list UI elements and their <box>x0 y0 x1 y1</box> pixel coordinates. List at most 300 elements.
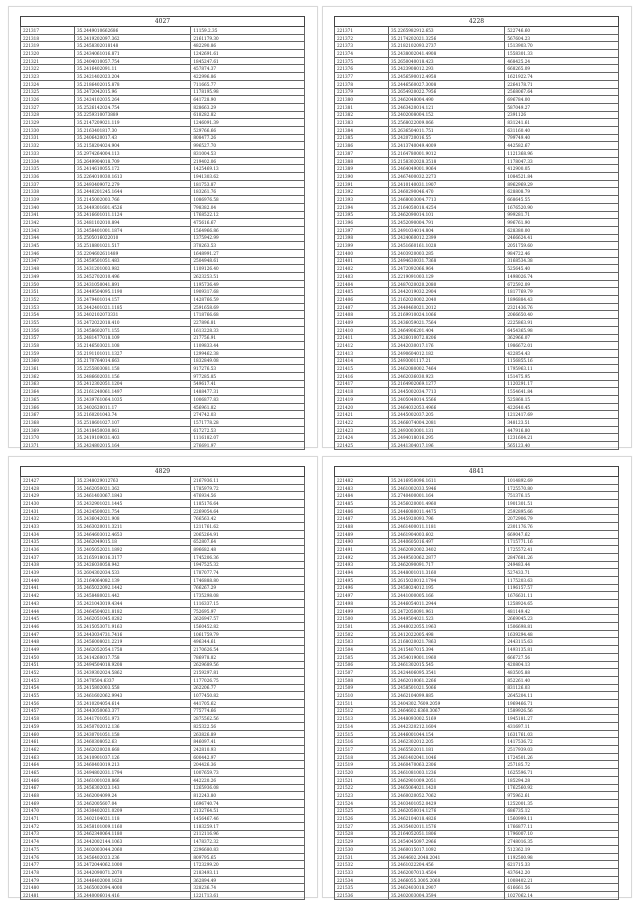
value-cell: 1192500.98 <box>505 853 619 861</box>
table-row <box>21 884 305 892</box>
row-id-cell: 221382 <box>335 111 389 119</box>
value-cell: 1027062.14 <box>505 892 619 900</box>
table-row <box>21 753 305 761</box>
value-cell: 1456467.46 <box>191 815 305 823</box>
coordinate-cell: 35.2265982912.653 <box>388 27 504 35</box>
coordinate-cell: 35.2472022018.410 <box>74 319 190 327</box>
value-cell: 2626947.57 <box>191 615 305 623</box>
table-row <box>335 792 619 800</box>
row-id-cell: 221522 <box>335 784 389 792</box>
coordinate-cell: 35.2493001117.21 <box>388 357 504 365</box>
coordinate-cell: 35.2416601011.1124 <box>74 211 190 219</box>
table-row <box>21 411 305 419</box>
coordinate-cell: 35.2446001044.154 <box>388 730 504 738</box>
value-cell: 456961.82 <box>191 403 305 411</box>
coordinate-cell: 35.2461081003.1236 <box>388 769 504 777</box>
value-cell: 1896884.43 <box>505 296 619 304</box>
coordinate-cell: 35.2460470063.2306 <box>388 761 504 769</box>
value-cell: 1488477.31 <box>191 388 305 396</box>
coordinate-cell: 35.2204602611489 <box>74 249 190 257</box>
coordinate-cell: 35.2264010030.1613 <box>74 173 190 181</box>
coordinate-cell: 35.2442320212.1604 <box>388 723 504 731</box>
value-cell: 181753.87 <box>191 180 305 188</box>
value-cell: 1077450.82 <box>191 692 305 700</box>
table-row <box>335 523 619 531</box>
value-cell: 831241.61 <box>505 119 619 127</box>
coordinate-cell: 35.2158302028.3518 <box>388 157 504 165</box>
table-row <box>335 73 619 81</box>
table-row <box>21 203 305 211</box>
row-id-cell: 221408 <box>335 311 389 319</box>
coordinate-cell: 35.2461002033.5946 <box>388 484 504 492</box>
table-row <box>335 280 619 288</box>
row-id-cell: 221496 <box>335 584 389 592</box>
coordinate-cell: 35.2461402041.1046 <box>388 753 504 761</box>
value-cell: 1086976.58 <box>191 196 305 204</box>
row-id-cell: 221424 <box>335 434 389 442</box>
row-id-cell: 221531 <box>335 853 389 861</box>
table-row <box>21 684 305 692</box>
coordinate-cell: 35.2448001011.3160 <box>388 569 504 577</box>
table-row <box>335 846 619 854</box>
coordinate-cell: 35.2402003044.2060 <box>74 846 190 854</box>
table-row <box>335 538 619 546</box>
value-cell: 628808.79 <box>505 188 619 196</box>
coordinate-cell: 35.2442002144.1063 <box>74 838 190 846</box>
value-cell: 809795.65 <box>191 853 305 861</box>
coordinate-cell: 35.2458024012.195 <box>388 584 504 592</box>
coordinate-cell: 35.2158204024.904 <box>74 142 190 150</box>
coordinate-cell: 35.2442019032.2904 <box>388 288 504 296</box>
row-id-cell: 221395 <box>335 211 389 219</box>
coordinate-cell: 35.2463020011.3211 <box>74 523 190 531</box>
table-row <box>335 746 619 754</box>
value-cell: 567604.23 <box>505 34 619 42</box>
table-row <box>335 96 619 104</box>
row-id-cell: 221497 <box>335 592 389 600</box>
value-cell: 1845247.61 <box>191 57 305 65</box>
row-id-cell: 221377 <box>335 73 389 81</box>
value-cell: 412900.05 <box>505 165 619 173</box>
row-id-cell: 221334 <box>21 157 75 165</box>
table-row <box>335 334 619 342</box>
row-id-cell: 221404 <box>335 280 389 288</box>
row-id-cell: 221465 <box>21 769 75 777</box>
table-row <box>335 234 619 242</box>
row-id-cell: 221343 <box>21 226 75 234</box>
value-cell: 766267.29 <box>191 584 305 592</box>
table-row <box>335 226 619 234</box>
table-row <box>335 699 619 707</box>
table-row <box>21 119 305 127</box>
coordinate-cell: 35.2432901021.1445 <box>74 500 190 508</box>
row-id-cell: 221446 <box>21 623 75 631</box>
value-cell: 525645.40 <box>505 265 619 273</box>
value-cell: 1725572.41 <box>505 546 619 554</box>
row-id-cell: 221400 <box>335 249 389 257</box>
table-row <box>335 134 619 142</box>
value-cell: 348123.51 <box>505 419 619 427</box>
coordinate-cell: 35.2160201043.74 <box>74 411 190 419</box>
value-cell: 917276.53 <box>191 365 305 373</box>
coordinate-cell: 35.2443050063.377 <box>74 707 190 715</box>
coordinate-cell: 35.2454045097.2966 <box>388 838 504 846</box>
coordinate-cell: 35.2494504018.9208 <box>74 661 190 669</box>
value-cell: 1621922.74 <box>505 73 619 81</box>
value-cell: 1648991.27 <box>191 249 305 257</box>
table-row <box>21 846 305 854</box>
coordinate-cell: 35.2458302018148 <box>74 42 190 50</box>
coordinate-cell: 35.2462090091.717 <box>388 561 504 569</box>
value-cell: 1417536.72 <box>505 738 619 746</box>
table-row <box>335 165 619 173</box>
table-row <box>335 119 619 127</box>
row-id-cell: 221494 <box>335 569 389 577</box>
row-id-cell: 221345 <box>21 242 75 250</box>
table-row <box>21 646 305 654</box>
coordinate-cell: 35.2431201003.982 <box>74 265 190 273</box>
table-row <box>335 892 619 900</box>
coordinate-cell: 35.2414260017.758 <box>74 653 190 661</box>
table-row <box>335 65 619 73</box>
coordinate-cell: 35.2446402000.1620 <box>74 876 190 884</box>
row-id-cell: 221479 <box>21 876 75 884</box>
coordinate-cell: 35.2461602062.9943 <box>74 692 190 700</box>
coordinate-cell: 35.2410204054.614 <box>74 699 190 707</box>
row-id-cell: 221349 <box>21 273 75 281</box>
table-row <box>21 403 305 411</box>
value-cell: 420804.13 <box>505 661 619 669</box>
row-id-cell: 221463 <box>21 753 75 761</box>
row-id-cell: 221529 <box>335 838 389 846</box>
value-cell: 437642.20 <box>505 869 619 877</box>
row-id-cell: 221348 <box>21 265 75 273</box>
row-id-cell: 221326 <box>21 96 75 104</box>
table-row <box>335 861 619 869</box>
row-id-cell: 221488 <box>335 523 389 531</box>
value-cell: 468425.24 <box>505 57 619 65</box>
coordinate-cell: 35.2464032053.4966 <box>388 403 504 411</box>
table-body <box>335 477 619 900</box>
coordinate-cell: 35.2649904018.709 <box>74 157 190 165</box>
row-id-cell: 221504 <box>335 646 389 654</box>
value-cell: 686735.12 <box>505 807 619 815</box>
coordinate-cell: 35.2458480021.442 <box>74 592 190 600</box>
value-cell: 1696740.74 <box>191 799 305 807</box>
coordinate-cell: 35.2604302034.533 <box>74 569 190 577</box>
coordinate-cell: 35.2458501021.5066 <box>388 684 504 692</box>
row-id-cell: 221407 <box>335 303 389 311</box>
row-id-cell: 221470 <box>21 807 75 815</box>
row-id-cell: 221507 <box>335 669 389 677</box>
value-cell: 812243.80 <box>191 792 305 800</box>
row-id-cell: 221420 <box>335 403 389 411</box>
coordinate-cell: 35.2740400001.164 <box>388 492 504 500</box>
value-cell: 1428766.59 <box>191 296 305 304</box>
table-row <box>335 150 619 158</box>
coordinate-cell: 35.2146503021.108 <box>74 342 190 350</box>
table-row <box>21 723 305 731</box>
table-row <box>21 822 305 830</box>
value-cell: 1014892.69 <box>505 477 619 485</box>
value-cell: 2159297.81 <box>191 669 305 677</box>
value-cell: 766563.42 <box>191 515 305 523</box>
row-id-cell: 221474 <box>21 838 75 846</box>
row-id-cell: 221411 <box>335 334 389 342</box>
table-row <box>335 42 619 50</box>
coordinate-cell: 35.2449301601.4526 <box>74 203 190 211</box>
value-cell: 2183493.11 <box>191 869 305 877</box>
table-row <box>21 111 305 119</box>
coordinate-cell: 35.2174202021.3256 <box>388 34 504 42</box>
row-id-cell: 221499 <box>335 607 389 615</box>
value-cell: 2591658.69 <box>191 303 305 311</box>
row-id-cell: 221455 <box>21 692 75 700</box>
row-id-cell: 221351 <box>21 288 75 296</box>
row-id-cell: 221374 <box>335 50 389 58</box>
value-cell: 1178047.33 <box>505 157 619 165</box>
coordinate-cell: 35.2472092066.964 <box>388 265 504 273</box>
row-id-cell: 221518 <box>335 753 389 761</box>
value-cell: 1560452.82 <box>191 623 305 631</box>
value-cell: 2072906.79 <box>505 515 619 523</box>
table-row <box>21 792 305 800</box>
value-cell: 1795963.11 <box>505 365 619 373</box>
coordinate-cell: 35.2481102010.894 <box>74 219 190 227</box>
row-id-cell: 221337 <box>21 180 75 188</box>
table-row <box>335 426 619 434</box>
row-id-cell: 221450 <box>21 653 75 661</box>
row-id-cell: 221339 <box>21 196 75 204</box>
table-row <box>21 380 305 388</box>
coordinate-cell: 35.2182102093.2737 <box>388 42 504 50</box>
row-id-cell: 221438 <box>21 561 75 569</box>
coordinate-cell: 35.2462080002.7464 <box>388 365 504 373</box>
value-cell: 617272.53 <box>191 426 305 434</box>
row-id-cell: 221440 <box>21 576 75 584</box>
table-row <box>21 80 305 88</box>
value-cell: 831004.53 <box>191 150 305 158</box>
coordinate-cell: 35.2462104099.885 <box>388 692 504 700</box>
table-row <box>21 507 305 515</box>
table-body <box>21 27 305 450</box>
table-row <box>335 265 619 273</box>
row-id-cell: 221445 <box>21 615 75 623</box>
value-cell: 2391126 <box>505 111 619 119</box>
value-cell: 529766.66 <box>191 126 305 134</box>
coordinate-cell: 35.2446054011.2944 <box>388 600 504 608</box>
table-row <box>335 799 619 807</box>
value-cell: 1425469.13 <box>191 165 305 173</box>
value-cell: 1493135.81 <box>505 646 619 654</box>
value-cell: 447916.80 <box>505 426 619 434</box>
table-row <box>21 73 305 81</box>
value-cell: 1941303.62 <box>191 173 305 181</box>
row-id-cell: 221370 <box>21 434 75 442</box>
coordinate-cell: 35.2458401001.1874 <box>74 226 190 234</box>
row-id-cell: 221486 <box>335 507 389 515</box>
row-id-cell: 221317 <box>21 27 75 35</box>
row-id-cell: 221401 <box>335 257 389 265</box>
row-id-cell: 221414 <box>335 357 389 365</box>
coordinate-cell: 35.2440605016.497 <box>388 538 504 546</box>
value-cell: 476934.56 <box>191 492 305 500</box>
table-row <box>335 646 619 654</box>
row-id-cell: 221483 <box>335 484 389 492</box>
value-cell: 1947525.32 <box>191 561 305 569</box>
coordinate-cell: 35.2456008021.2219 <box>74 638 190 646</box>
coordinate-cell: 35.2654920022.7956 <box>388 88 504 96</box>
table-row <box>21 746 305 754</box>
value-cell: 1768522.12 <box>191 211 305 219</box>
value-cell: 1196157.57 <box>505 584 619 592</box>
table-row <box>21 234 305 242</box>
table-row <box>21 249 305 257</box>
table-row <box>21 592 305 600</box>
table-row <box>335 342 619 350</box>
table-row <box>335 623 619 631</box>
coordinate-cell: 35.2461904003.602 <box>388 530 504 538</box>
row-id-cell: 221513 <box>335 715 389 723</box>
value-cell: 565123.40 <box>505 442 619 450</box>
value-cell: 1116337.15 <box>191 600 305 608</box>
value-cell: 996761.90 <box>505 219 619 227</box>
row-id-cell: 221460 <box>21 730 75 738</box>
table-row <box>335 500 619 508</box>
coordinate-cell: 35.2456402023.236 <box>74 853 190 861</box>
value-cell: 2066650.40 <box>505 311 619 319</box>
table-row <box>335 296 619 304</box>
value-cell: 666727.56 <box>505 653 619 661</box>
value-cell: 185294.28 <box>505 776 619 784</box>
table-row <box>335 492 619 500</box>
table-row <box>335 88 619 96</box>
row-id-cell: 221344 <box>21 234 75 242</box>
value-cell: 668265.09 <box>505 65 619 73</box>
value-cell: 1723299.20 <box>191 861 305 869</box>
coordinate-cell: 35.2404302.7609.2059 <box>388 699 504 707</box>
row-id-cell: 221490 <box>335 538 389 546</box>
table-row <box>335 507 619 515</box>
value-cell: 2225863.91 <box>505 319 619 327</box>
value-cell: 151475.95 <box>505 372 619 380</box>
coordinate-cell: 35.2462049015.18 <box>74 538 190 546</box>
coordinate-cell: 35.2462090014.101 <box>388 211 504 219</box>
row-id-cell: 221321 <box>21 57 75 65</box>
coordinate-cell: 35.2461001020.866 <box>74 776 190 784</box>
coordinate-cell: 35.2464603012.4653 <box>74 530 190 538</box>
table-row <box>21 838 305 846</box>
value-cell: 1787077.74 <box>191 569 305 577</box>
value-cell: 1178195.98 <box>191 88 305 96</box>
table-row <box>21 623 305 631</box>
row-id-cell: 221432 <box>21 515 75 523</box>
coordinate-cell: 35.2494630031.7368 <box>388 257 504 265</box>
value-cell: 2051759.60 <box>505 242 619 250</box>
table-header: 4027 <box>21 17 305 27</box>
row-id-cell: 221431 <box>21 507 75 515</box>
row-id-cell: 221413 <box>335 349 389 357</box>
table-row <box>21 257 305 265</box>
coordinate-table <box>20 466 305 900</box>
value-cell: 1762560.92 <box>505 784 619 792</box>
row-id-cell: 221392 <box>335 188 389 196</box>
value-cell: 846097.41 <box>191 738 305 746</box>
row-id-cell: 221378 <box>335 80 389 88</box>
row-id-cell: 221365 <box>21 396 75 404</box>
row-id-cell: 221394 <box>335 203 389 211</box>
row-id-cell: 221466 <box>21 776 75 784</box>
row-id-cell: 221372 <box>335 34 389 42</box>
row-id-cell: 221492 <box>335 553 389 561</box>
row-id-cell: 221387 <box>335 150 389 158</box>
row-id-cell: 221318 <box>21 34 75 42</box>
table-row <box>335 638 619 646</box>
row-id-cell: 221419 <box>335 396 389 404</box>
table-row <box>21 334 305 342</box>
row-id-cell: 221325 <box>21 88 75 96</box>
table-row <box>335 653 619 661</box>
row-id-cell: 221524 <box>335 799 389 807</box>
table-row <box>21 365 305 373</box>
value-cell: 483505.88 <box>505 669 619 677</box>
table-row <box>21 638 305 646</box>
value-cell: 1589926.56 <box>505 707 619 715</box>
row-id-cell: 221373 <box>335 42 389 50</box>
table-row <box>21 396 305 404</box>
value-cell: 1564966.86 <box>191 226 305 234</box>
coordinate-cell: 35.2255803081.158 <box>74 365 190 373</box>
row-id-cell: 221340 <box>21 203 75 211</box>
table-row <box>335 546 619 554</box>
row-id-cell: 221367 <box>21 411 75 419</box>
coordinate-cell: 35.2462302012.205 <box>388 738 504 746</box>
row-id-cell: 221356 <box>21 326 75 334</box>
table-row <box>21 830 305 838</box>
row-id-cell: 221501 <box>335 623 389 631</box>
row-id-cell: 221528 <box>335 830 389 838</box>
table-row <box>21 426 305 434</box>
coordinate-cell: 35.2449010662686 <box>74 27 190 35</box>
value-cell: 1766877.11 <box>505 822 619 830</box>
value-cell: 1969466.71 <box>505 699 619 707</box>
coordinate-cell: 35.2424060012.2399 <box>388 234 504 242</box>
row-id-cell: 221475 <box>21 846 75 854</box>
row-id-cell: 221357 <box>21 334 75 342</box>
table-row <box>335 349 619 357</box>
value-cell: 3168534.38 <box>505 257 619 265</box>
value-cell: 751376.15 <box>505 492 619 500</box>
value-cell: 628380.00 <box>505 226 619 234</box>
value-cell: 1258924.65 <box>505 600 619 608</box>
row-id-cell: 221505 <box>335 653 389 661</box>
row-id-cell: 221380 <box>335 96 389 104</box>
value-cell: 1008402.21 <box>505 876 619 884</box>
value-cell: 1211761.62 <box>191 523 305 531</box>
table-row <box>335 396 619 404</box>
coordinate-cell: 35.2462050014.1276 <box>388 807 504 815</box>
table-row <box>335 753 619 761</box>
value-cell: 522746.60 <box>505 27 619 35</box>
coordinate-cell: 35.2461022204.456 <box>388 861 504 869</box>
value-cell: 274742.03 <box>191 411 305 419</box>
table-row <box>335 111 619 119</box>
coordinate-cell: 35.2168020021.7863 <box>388 638 504 646</box>
value-cell: 808477.26 <box>191 134 305 142</box>
table-row <box>21 165 305 173</box>
row-id-cell: 221443 <box>21 600 75 608</box>
table-row <box>21 434 305 442</box>
